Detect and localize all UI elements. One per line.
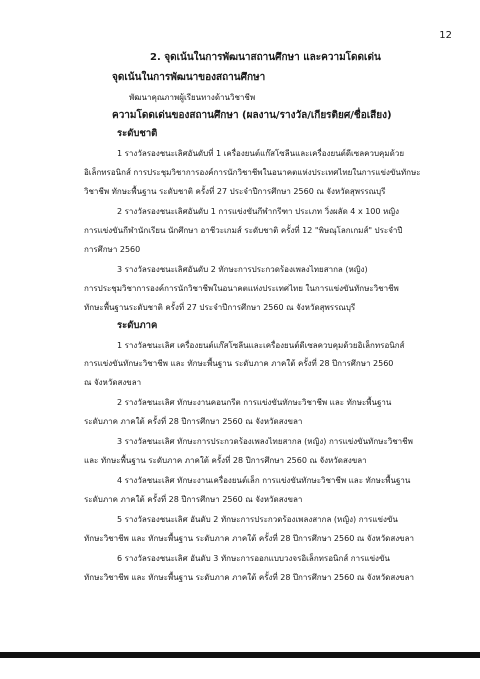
section-title: 2. จุดเน้นในการพัฒนาสถานศึกษา และความโดดเด่น: [150, 52, 381, 63]
regional-item-3-line-2: และ ทักษะพื้นฐาน ระดับภาค ภาคใต้ ครั้งที่ 28 ปีการศึกษา 2560 ณ จังหวัดสงขลา: [84, 456, 367, 465]
regional-item-6-line-1: 6 รางวัลรองชนะเลิศ อันดับ 3 ทักษะการออกแบบวงจรอิเล็กทรอนิกส์ การแข่งขัน: [117, 554, 390, 563]
regional-item-2-line-1: 2 รางวัลชนะเลิศ ทักษะงานคอนกรีต การแข่งขันทักษะวิชาชีพ และ ทักษะพื้นฐาน: [117, 398, 392, 407]
regional-item-6-line-2: ทักษะวิชาชีพ และ ทักษะพื้นฐาน ระดับภาค ภาคใต้ ครั้งที่ 28 ปีการศึกษา 2560 ณ จังหวัดสงขลา: [84, 573, 414, 582]
excellence-heading: ความโดดเด่นของสถานศึกษา (ผลงาน/รางวัล/เกียรติยศ/ชื่อเสียง): [112, 110, 392, 121]
national-item-1-line-1: 1 รางวัลรองชนะเลิศอันดับที่ 1 เครื่องยนต์แก๊สโซลีนและเครื่องยนต์ดีเซลควบคุมด้วย: [117, 149, 405, 158]
page-number: 12: [439, 30, 452, 41]
regional-item-4-line-1: 4 รางวัลชนะเลิศ ทักษะงานเครื่องยนต์เล็ก การแข่งขันทักษะวิชาชีพ และ ทักษะพื้นฐาน: [117, 476, 411, 485]
national-item-3-line-3: ทักษะพื้นฐานระดับชาติ ครั้งที่ 27 ประจำปีการศึกษา 2560 ณ จังหวัดสุพรรณบุรี: [84, 303, 356, 312]
regional-item-1-line-3: ณ จังหวัดสงขลา: [84, 378, 142, 387]
bottom-rule: [0, 652, 480, 658]
national-level-label: ระดับชาติ: [117, 128, 158, 139]
regional-item-5-line-2: ทักษะวิชาชีพ และ ทักษะพื้นฐาน ระดับภาค ภาคใต้ ครั้งที่ 28 ปีการศึกษา 2560 ณ จังหวัดสงขลา: [84, 534, 414, 543]
regional-item-2-line-2: ระดับภาค ภาคใต้ ครั้งที่ 28 ปีการศึกษา 2560 ณ จังหวัดสงขลา: [84, 417, 303, 426]
focus-item: พัฒนาคุณภาพผู้เรียนทางด้านวิชาชีพ: [129, 93, 256, 102]
focus-heading: จุดเน้นในการพัฒนาของสถานศึกษา: [112, 72, 266, 83]
national-item-3-line-1: 3 รางวัลรองชนะเลิศอันดับ 2 ทักษะการประกวดร้องเพลงไทยสากล (หญิง): [117, 265, 368, 274]
national-item-2-line-2: การแข่งขันกีฬานักเรียน นักศึกษา อาชีวะเกมส์ ระดับชาติ ครั้งที่ 12 "พิษณุโลกเกมส์" ประจำปี: [84, 226, 403, 235]
regional-level-label: ระดับภาค: [117, 320, 158, 331]
regional-item-5-line-1: 5 รางวัลรองชนะเลิศ อันดับ 2 ทักษะการประกวดร้องเพลงสากล (หญิง) การแข่งขัน: [117, 515, 398, 524]
regional-item-4-line-2: ระดับภาค ภาคใต้ ครั้งที่ 28 ปีการศึกษา 2560 ณ จังหวัดสงขลา: [84, 495, 303, 504]
national-item-3-line-2: การประชุมวิชาการองค์การนักวิชาชีพในอนาคตแห่งประเทศไทย ในการแข่งขันทักษะวิชาชีพ: [84, 284, 399, 293]
national-item-2-line-3: การศึกษา 2560: [84, 245, 141, 254]
regional-item-3-line-1: 3 รางวัลชนะเลิศ ทักษะการประกวดร้องเพลงไทยสากล (หญิง) การแข่งขันทักษะวิชาชีพ: [117, 437, 413, 446]
national-item-1-line-3: วิชาชีพ ทักษะพื้นฐาน ระดับชาติ ครั้งที่ 27 ประจำปีการศึกษา 2560 ณ จังหวัดสุพรรณบุรี: [84, 187, 386, 196]
regional-item-1-line-1: 1 รางวัลชนะเลิศ เครื่องยนต์แก๊สโซลีนและเครื่องยนต์ดีเซลควบคุมด้วยอิเล็กทรอนิกส์: [117, 341, 405, 350]
national-item-2-line-1: 2 รางวัลรองชนะเลิศอันดับ 1 การแข่งขันกีฬากรีฑา ประเภท วิ่งผลัด 4 x 100 หญิง: [117, 207, 400, 216]
national-item-1-line-2: อิเล็กทรอนิกส์ การประชุมวิชาการองค์การนักวิชาชีพในอนาคตแห่งประเทศไทยในการแข่งขันทักษะ: [84, 168, 421, 177]
regional-item-1-line-2: การแข่งขันทักษะวิชาชีพ และ ทักษะพื้นฐาน ระดับภาค ภาคใต้ ครั้งที่ 28 ปีการศึกษา 2560: [84, 359, 394, 368]
